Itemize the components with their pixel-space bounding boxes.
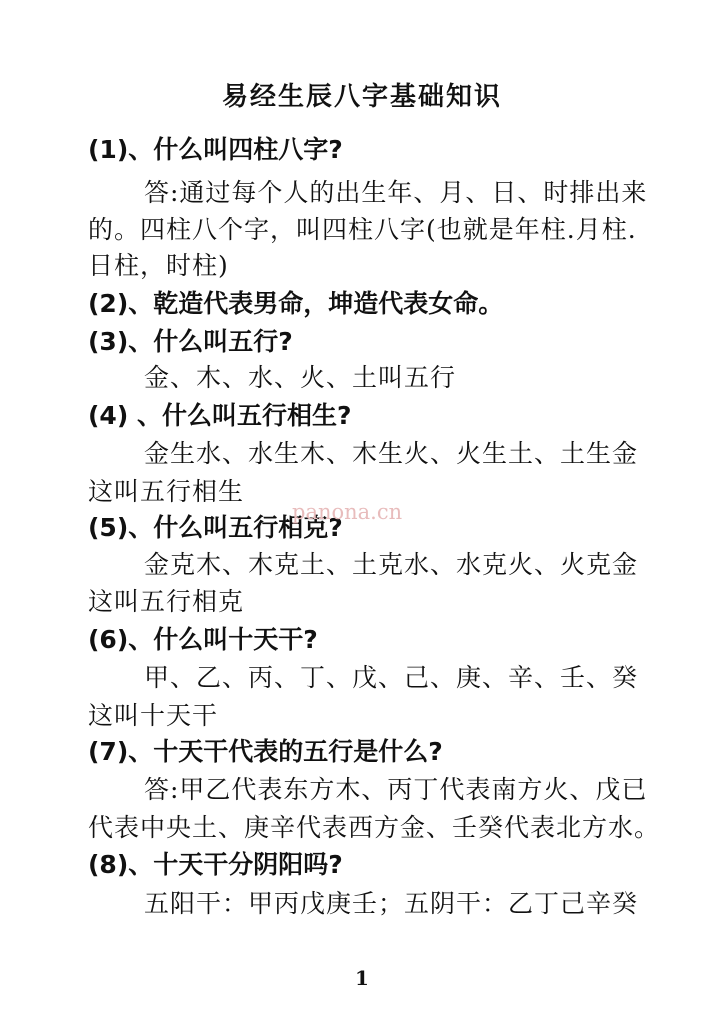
answer-4-line-2: 这叫五行相生	[88, 477, 245, 506]
question-1: (1)、什么叫四柱八字?	[88, 135, 343, 164]
answer-6-line-1: 甲、乙、丙、丁、戊、己、庚、辛、壬、癸	[144, 663, 639, 692]
answer-7-line-2: 代表中央土、庚辛代表西方金、壬癸代表北方水。	[88, 813, 661, 842]
answer-1-line-1: 答:通过每个人的出生年、月、日、时排出来	[144, 178, 648, 207]
question-6: (6)、什么叫十天干?	[88, 625, 318, 654]
page-title: 易经生辰八字基础知识	[221, 82, 502, 112]
answer-1-line-3: 日柱，时柱)	[88, 251, 229, 280]
question-3: (3)、什么叫五行?	[88, 327, 293, 356]
question-7: (7)、十天干代表的五行是什么?	[88, 737, 443, 766]
page-number: 1	[355, 966, 369, 990]
answer-3-line-1: 金、木、水、火、土叫五行	[144, 363, 457, 392]
answer-5-line-2: 这叫五行相克	[88, 587, 245, 616]
question-8: (8)、十天干分阴阳吗?	[88, 850, 343, 879]
question-2: (2)、乾造代表男命，坤造代表女命。	[88, 289, 504, 318]
answer-6-line-2: 这叫十天干	[88, 701, 219, 730]
answer-4-line-1: 金生水、水生木、木生火、火生土、土生金	[144, 439, 639, 468]
question-5: (5)、什么叫五行相克?	[88, 513, 343, 542]
watermark: panona.cn	[292, 500, 403, 524]
answer-5-line-1: 金克木、木克土、土克水、水克火、火克金	[144, 550, 639, 579]
question-4: (4) 、什么叫五行相生?	[88, 401, 352, 430]
answer-1-line-2: 的。四柱八个字，叫四柱八字(也就是年柱.月柱.	[88, 215, 637, 244]
answer-7-line-1: 答:甲乙代表东方木、丙丁代表南方火、戊已	[144, 775, 648, 804]
answer-8-line-1: 五阳干：甲丙戊庚壬；五阴干：乙丁己辛癸	[144, 889, 639, 918]
